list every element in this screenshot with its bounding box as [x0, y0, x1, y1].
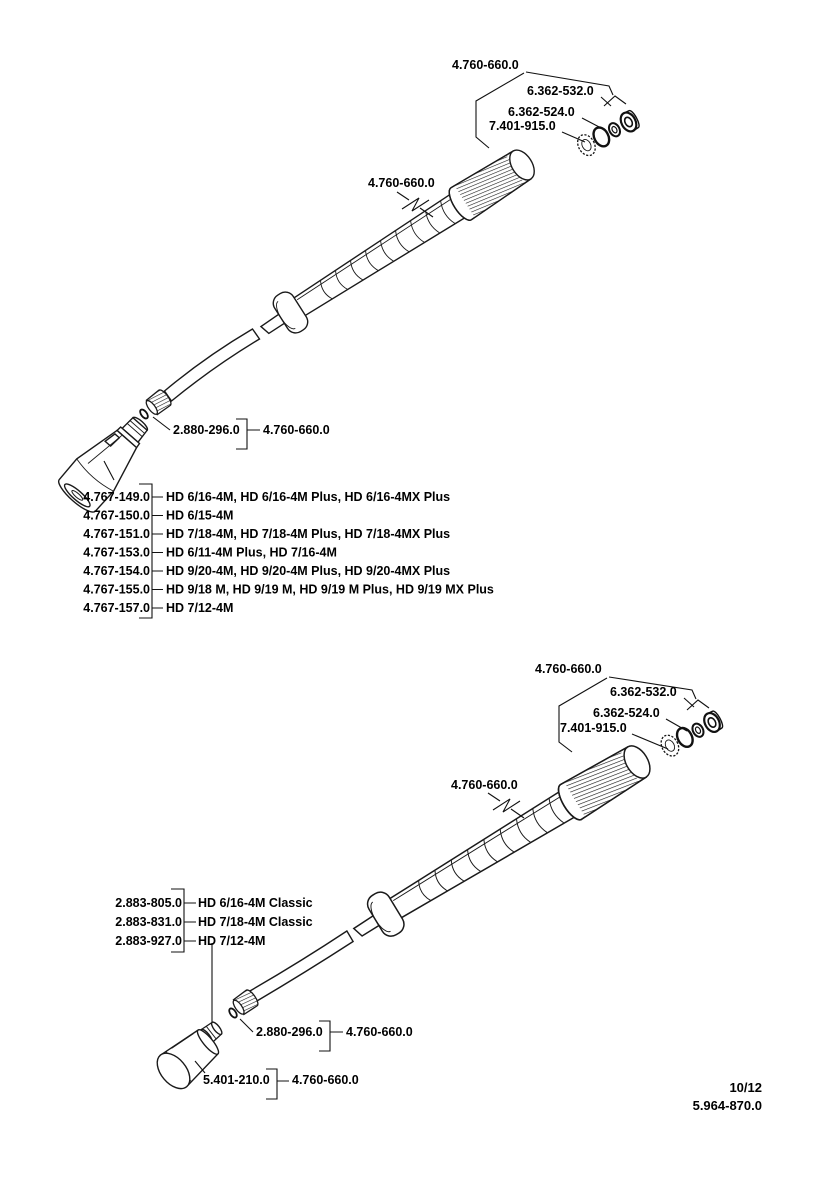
- model-list-label: HD 6/16-4M, HD 6/16-4M Plus, HD 6/16-4MX Plus: [166, 490, 451, 504]
- part-number-label: 4.760-660.0: [346, 1025, 413, 1039]
- part-number-label: 4.760-660.0: [263, 423, 330, 437]
- model-list-label: HD 9/20-4M, HD 9/20-4M Plus, HD 9/20-4MX Plus: [166, 564, 451, 578]
- model-list-label: HD 6/15-4M: [166, 508, 234, 523]
- diagram-top-lance-assembly: [54, 58, 641, 618]
- part-number-label: 2.880-296.0: [173, 423, 240, 437]
- part-number-label: 7.401-915.0: [560, 721, 627, 735]
- model-list-label: HD 7/18-4M Classic: [198, 915, 313, 929]
- part-number-label: 5.401-210.0: [203, 1073, 270, 1087]
- part-number-label: 2.883-805.0: [115, 896, 182, 910]
- part-number-label: 4.760-660.0: [535, 662, 602, 676]
- part-number-label: 6.362-524.0: [508, 105, 575, 119]
- part-number-label: 6.362-524.0: [593, 706, 660, 720]
- part-number-label: 4.767-153.0: [83, 545, 150, 560]
- spray-pipe: [165, 329, 260, 401]
- part-number-label: 4.767-149.0: [83, 490, 150, 504]
- part-number-label: 4.767-157.0: [83, 601, 150, 615]
- page-number: 10/12: [729, 1080, 762, 1095]
- part-number-label: 4.767-154.0: [83, 564, 150, 578]
- model-list-label: HD 7/12-4M: [198, 934, 266, 948]
- part-number-label: 2.883-927.0: [115, 934, 182, 948]
- part-number-label: 6.362-532.0: [610, 685, 677, 699]
- part-number-label: 4.767-150.0: [83, 508, 150, 523]
- part-number-label: 4.760-660.0: [452, 58, 519, 72]
- model-list-label: HD 6/11-4M Plus, HD 7/16-4M: [166, 545, 337, 560]
- part-number-label: 7.401-915.0: [489, 119, 556, 133]
- nozzle-variants-list: [83, 490, 494, 615]
- part-number-label: 6.362-532.0: [527, 84, 594, 98]
- diagram-bottom-lance-assembly: [115, 662, 725, 1099]
- part-number-label: 4.760-660.0: [292, 1073, 359, 1087]
- model-list-label: HD 7/18-4M, HD 7/18-4M Plus, HD 7/18-4MX Plus: [166, 527, 451, 541]
- part-number-label: 4.767-151.0: [83, 527, 150, 541]
- o-ring-small: [139, 408, 150, 420]
- part-number-label: 4.760-660.0: [451, 778, 518, 792]
- part-number-label: 4.767-155.0: [83, 582, 150, 597]
- doc-number: 5.964-870.0: [692, 1098, 762, 1113]
- model-list-label: HD 6/16-4M Classic: [198, 896, 313, 910]
- model-list-label: HD 7/12-4M: [166, 601, 234, 615]
- classic-variants-list: [115, 896, 312, 948]
- model-list-label: HD 9/18 M, HD 9/19 M, HD 9/19 M Plus, HD 9/19 MX Plus: [166, 582, 494, 597]
- part-number-label: 4.760-660.0: [368, 176, 435, 190]
- part-number-label: 2.883-831.0: [115, 915, 182, 929]
- part-number-label: 2.880-296.0: [256, 1025, 323, 1039]
